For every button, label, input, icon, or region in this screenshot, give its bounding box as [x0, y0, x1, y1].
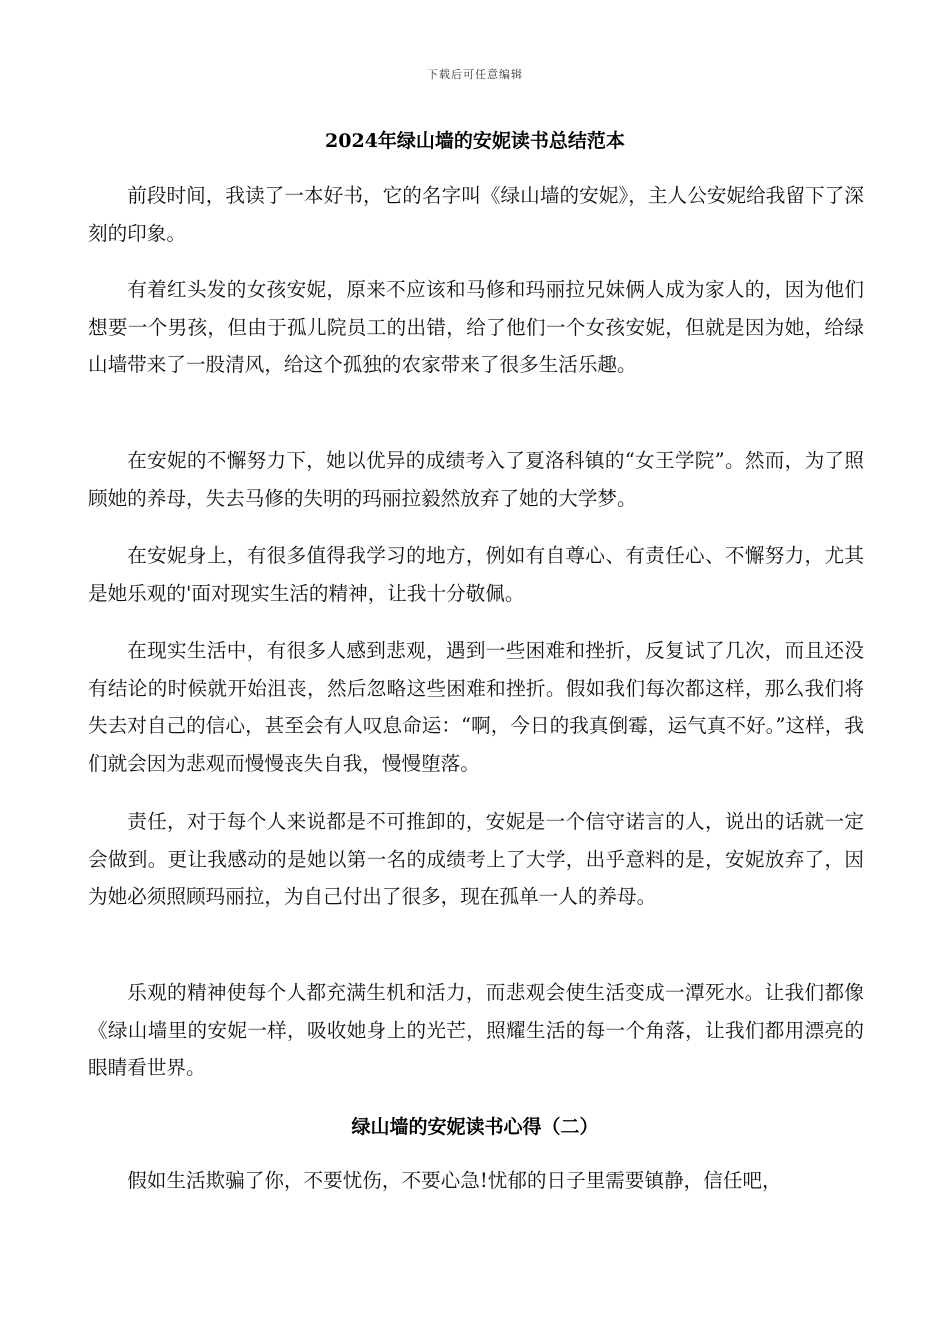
- paragraph: 责任，对于每个人来说都是不可推卸的，安妮是一个信守诺言的人，说出的话就一定会做到。更让我感动的是她以第一名的成绩考上了大学，出乎意料的是，安妮放弃了，因为她必须照顾玛丽拉，为自己付出了很多，现在孤单一人的养母。: [88, 810, 864, 908]
- paragraph: 在现实生活中，有很多人感到悲观，遇到一些困难和挫折，反复试了几次，而且还没有结论的时候就开始沮丧，然后忽略这些困难和挫折。假如我们每次都这样，那么我们将失去对自己的信心，甚至会有人叹息命运：“啊，今日的我真倒霉，运气真不好。”这样，我们就会因为悲观而慢慢丧失自我，慢慢堕落。: [88, 639, 864, 775]
- paragraph: 在安妮的不懈努力下，她以优异的成绩考入了夏洛科镇的“女王学院”。然而，为了照顾她的养母，失去马修的失明的玛丽拉毅然放弃了她的大学梦。: [88, 449, 864, 510]
- document-title: 2024年绿山墙的安妮读书总结范本: [325, 130, 625, 152]
- section-title: 绿山墙的安妮读书心得（二）: [351, 1116, 599, 1138]
- paragraph: 前段时间，我读了一本好书，它的名字叫《绿山墙的安妮》，主人公安妮给我留下了深刻的印象。: [88, 184, 864, 245]
- header-note: 下载后可任意编辑: [427, 68, 523, 81]
- paragraph: 在安妮身上，有很多值得我学习的地方，例如有自尊心、有责任心、不懈努力，尤其是她乐观的'面对现实生活的精神，让我十分敬佩。: [88, 544, 864, 605]
- section-paragraph: 假如生活欺骗了你，不要忧伤，不要心急!忧郁的日子里需要镇静，信任吧，: [127, 1169, 782, 1192]
- paragraph: 乐观的精神使每个人都充满生机和活力，而悲观会使生活变成一潭死水。让我们都像《绿山墙里的安妮一样，吸收她身上的光芒，照耀生活的每一个角落，让我们都用漂亮的眼睛看世界。: [88, 981, 864, 1079]
- paragraph: 有着红头发的女孩安妮，原来不应该和马修和玛丽拉兄妹俩人成为家人的，因为他们想要一个男孩，但由于孤儿院员工的出错，给了他们一个女孩安妮，但就是因为她，给绿山墙带来了一股清风，给这个孤独的农家带来了很多生活乐趣。: [88, 278, 864, 376]
